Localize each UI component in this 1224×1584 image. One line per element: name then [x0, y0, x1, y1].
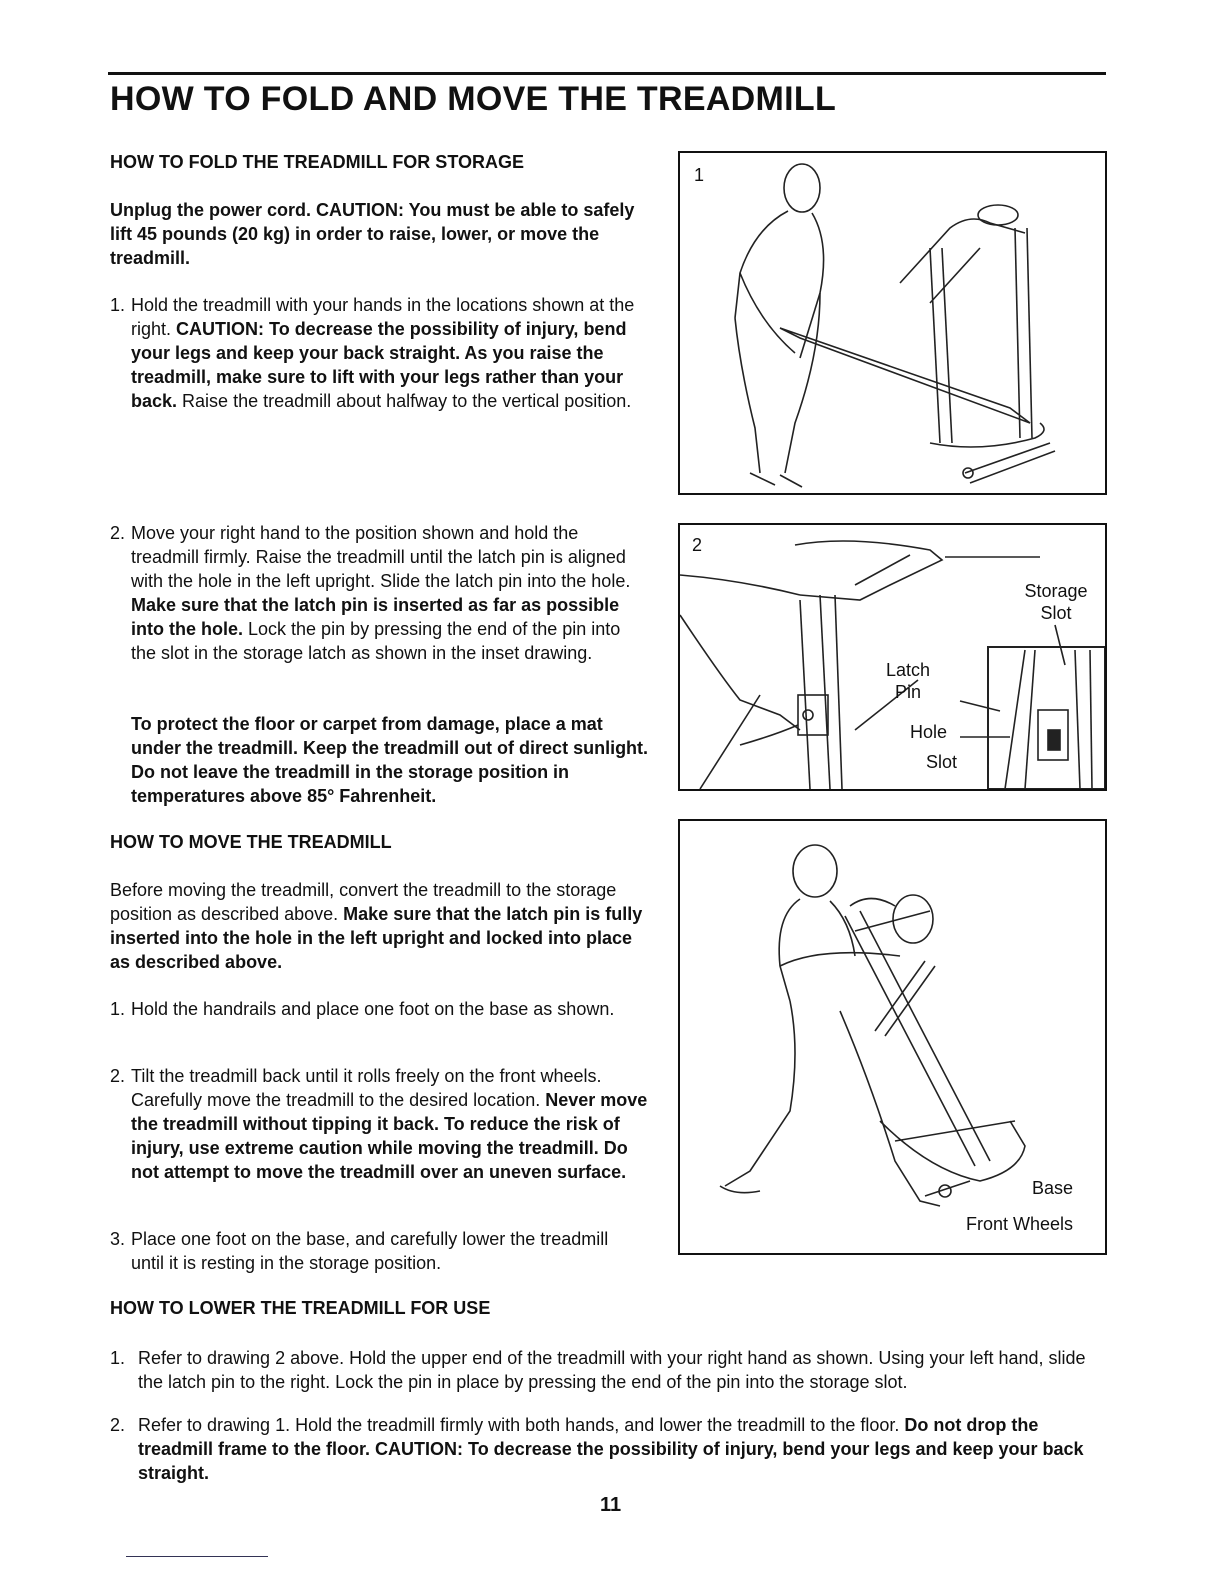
label-latch-pin: Latch Pin: [885, 660, 931, 702]
page-number: 11: [600, 1494, 622, 1516]
fold-step-1: 1. Hold the treadmill with your hands in the locations shown at the right. CAUTION: To decrease the possibility of injury, bend your legs and keep your back straight. As you raise the treadmill, make sure to lift with your legs rather than your back. Raise the treadmill about halfway to the vertical position.: [110, 295, 635, 411]
label-slot: Slot: [926, 752, 958, 772]
lower-step-2: 2. Refer to drawing 1. Hold the treadmill firmly with both hands, and lower the treadmill to the floor. Do not drop the treadmill frame to the floor. CAUTION: To decrease the possibility of injury, bend your legs and keep your back straight.: [110, 1415, 1084, 1483]
figure-1-illustration: [680, 153, 1105, 493]
footer-rule: [126, 1556, 268, 1557]
page-title: HOW TO FOLD AND MOVE THE TREADMILL: [110, 80, 837, 118]
label-front-wheels: Front Wheels: [966, 1214, 1074, 1234]
figure-1-number: 1: [694, 165, 705, 185]
fold-step-2: 2. Move your right hand to the position shown and hold the treadmill firmly. Raise the treadmill until the latch pin is aligned with the hole in the left upright. Slide the latch pin into the hole. Make sure that the latch pin is inserted as far as possible into the hole. Lock the pin by pressing the end of the pin into the slot in the storage latch as shown in the inset drawing.: [110, 523, 631, 663]
title-rule: [108, 72, 1106, 75]
fold-heading: HOW TO FOLD THE TREADMILL FOR STORAGE: [110, 152, 524, 172]
move-step-3: 3. Place one foot on the base, and carefully lower the treadmill until it is resting in the storage position.: [110, 1229, 609, 1273]
move-step-1: 1. Hold the handrails and place one foot on the base as shown.: [110, 999, 615, 1019]
move-intro: Before moving the treadmill, convert the treadmill to the storage position as described above. Make sure that the latch pin is fully inserted into the hole in the left upright and locked into place as described above.: [110, 880, 643, 972]
figure-2-number: 2: [692, 535, 703, 555]
figure-2-illustration: [680, 525, 1105, 789]
label-base: Base: [1032, 1178, 1074, 1198]
lower-heading: HOW TO LOWER THE TREADMILL FOR USE: [110, 1298, 491, 1318]
label-hole: Hole: [910, 722, 948, 742]
figure-2: [678, 523, 1107, 791]
label-storage-slot: Storage Slot: [1024, 581, 1088, 623]
move-heading: HOW TO MOVE THE TREADMILL: [110, 832, 392, 852]
figure-3: [678, 819, 1107, 1255]
move-step-2: 2. Tilt the treadmill back until it rolls freely on the front wheels. Carefully move the treadmill to the desired location. Never move the treadmill without tipping it back. To reduce the risk of injury, use extreme caution while moving the treadmill. Do not attempt to move the treadmill over an uneven surface.: [110, 1066, 648, 1182]
fold-caution: Unplug the power cord. CAUTION: You must be able to safely lift 45 pounds (20 kg) in order to raise, lower, or move the treadmill.: [110, 200, 635, 268]
protect-note: To protect the floor or carpet from damage, place a mat under the treadmill. Keep the treadmill out of direct sunlight. Do not leave the treadmill in the storage position in temperatures above 85° Fahrenheit.: [131, 714, 649, 806]
lower-step-1: 1. Refer to drawing 2 above. Hold the upper end of the treadmill with your right hand as shown. Using your left hand, slide the latch pin to the right. Lock the pin in place by pressing the end of the pin into the storage slot.: [110, 1348, 1086, 1392]
figure-1: [678, 151, 1107, 495]
